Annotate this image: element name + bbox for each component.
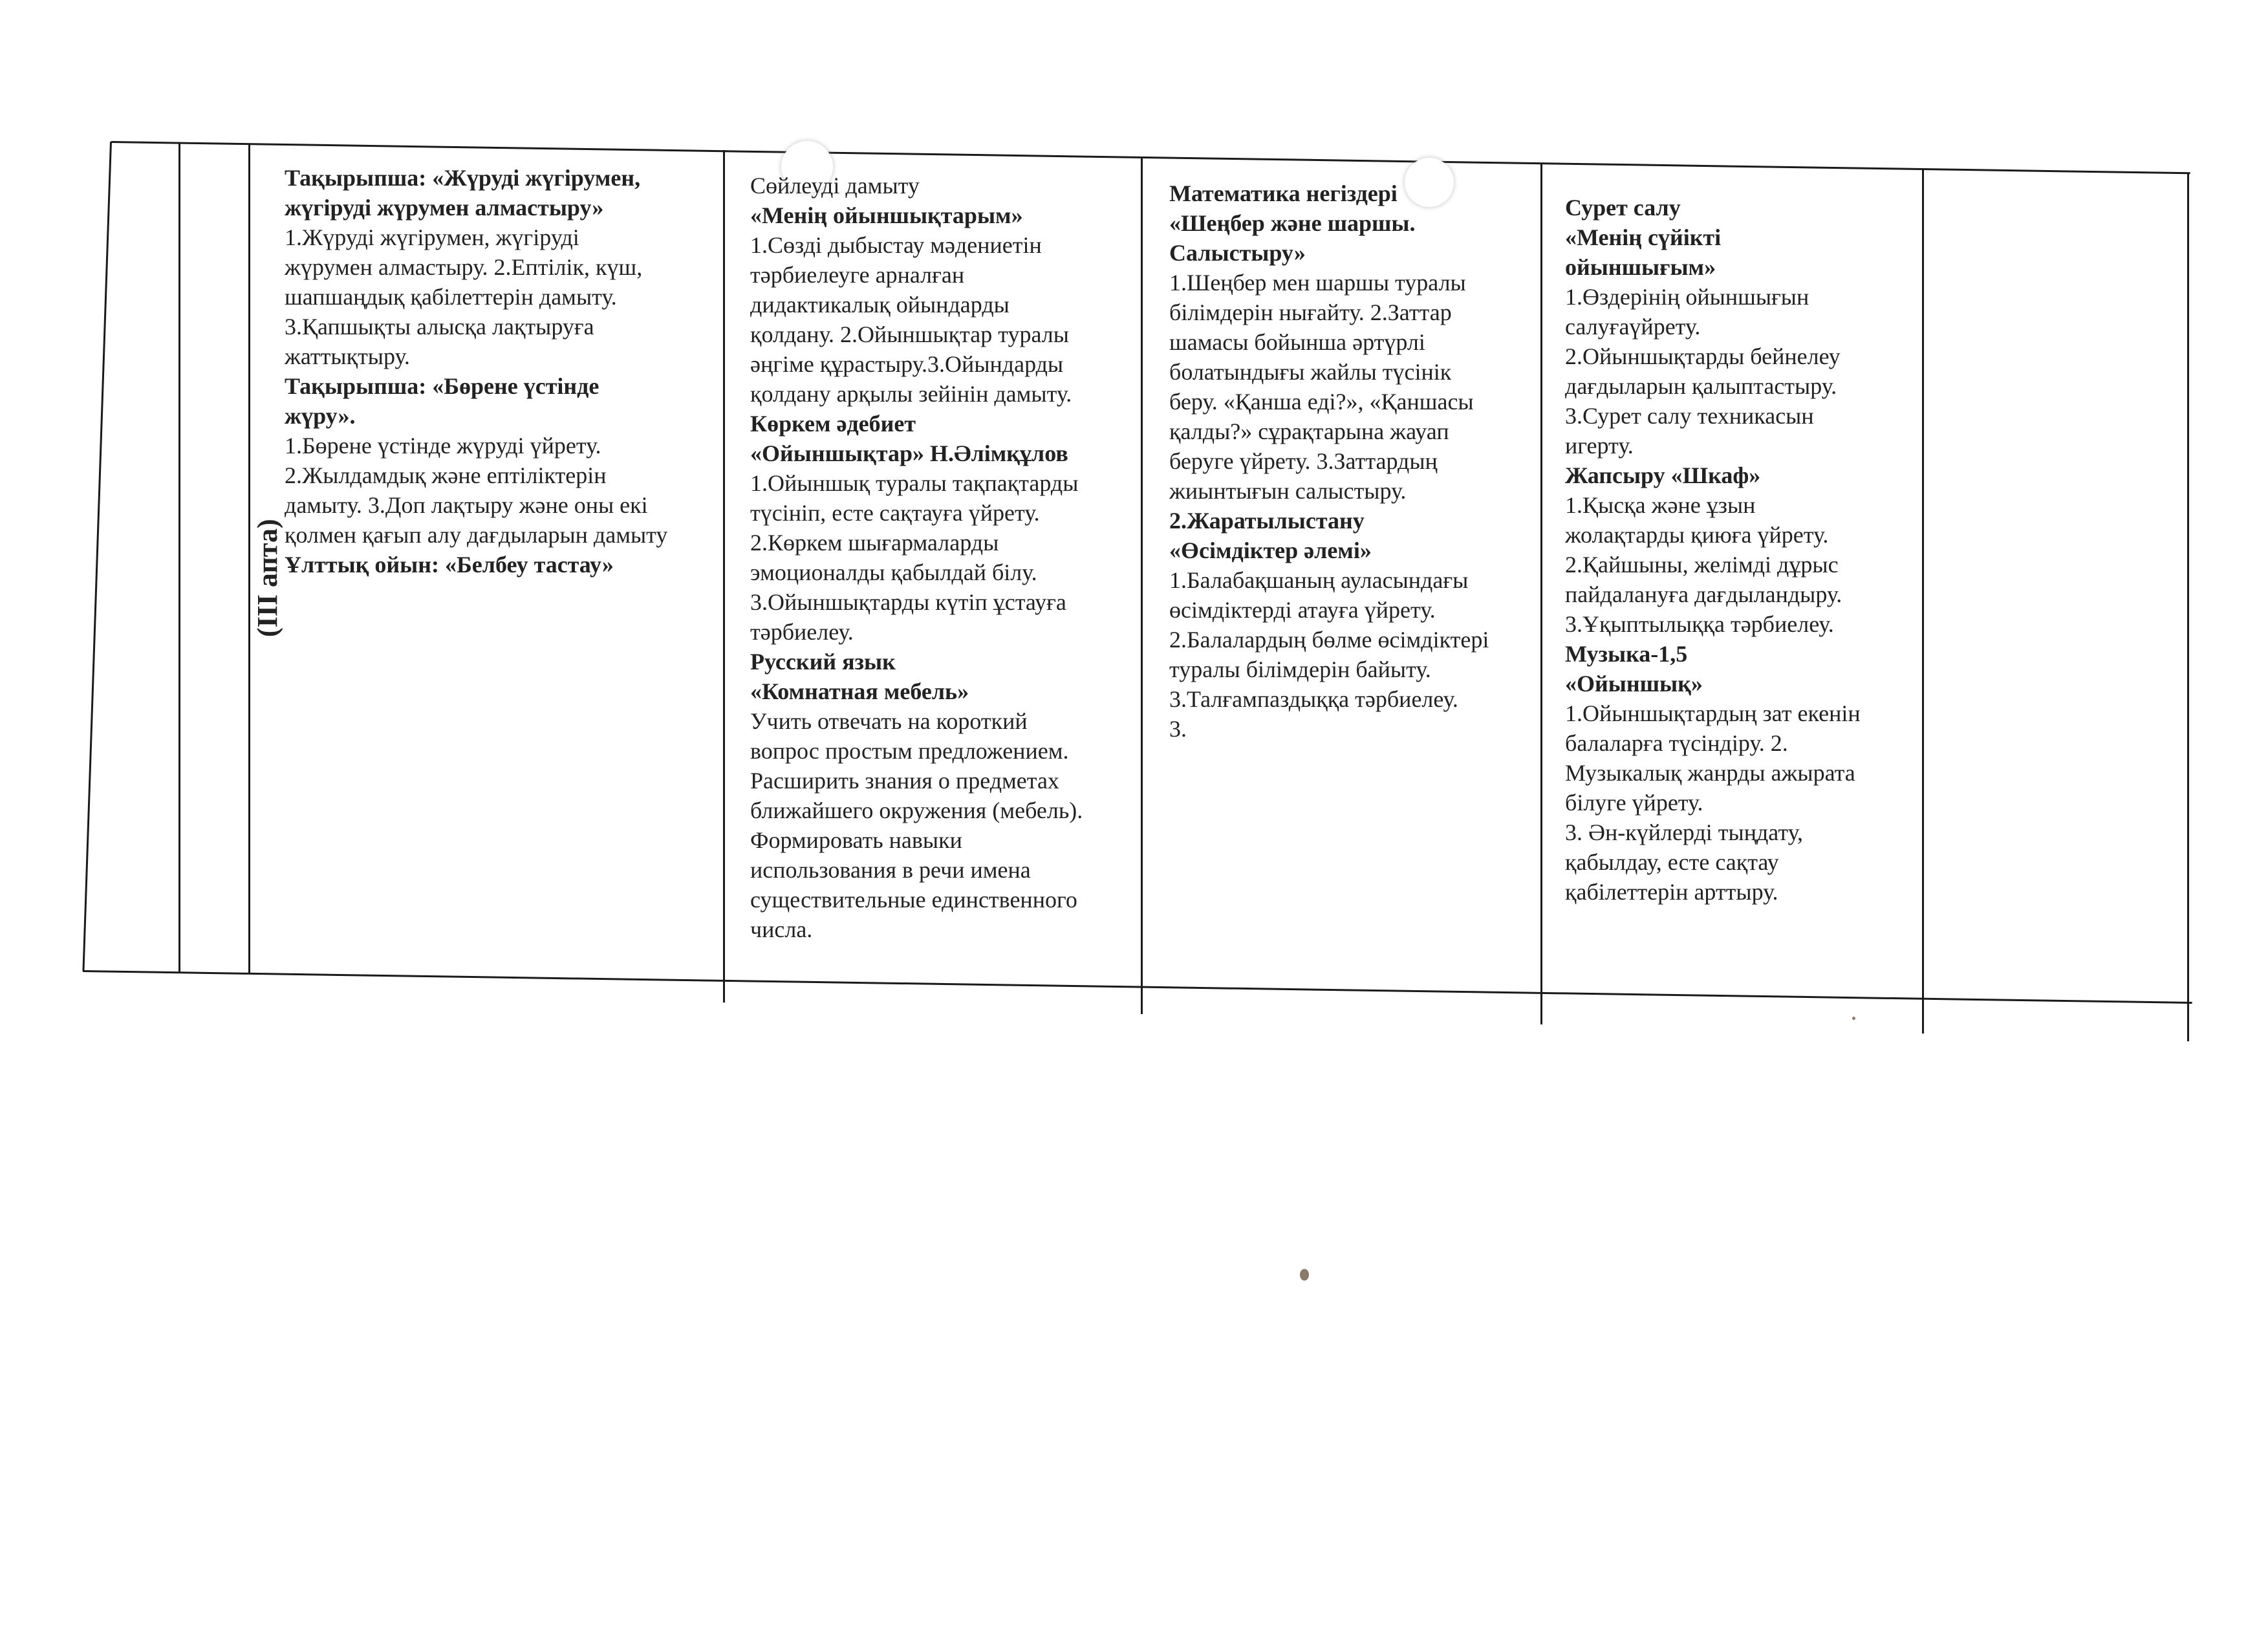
text-line: қабылдау, есте сақтау — [1565, 849, 1779, 875]
text-line: 1.Шеңбер мен шаршы туралы — [1169, 270, 1466, 296]
heading-line: Жапсыру «Шкаф» — [1565, 462, 1761, 488]
heading-line: жүру». — [285, 403, 356, 429]
column-divider-1 — [178, 143, 180, 972]
text-line: 3. Ән-күйлерді тыңдату, — [1565, 819, 1803, 845]
text-line: қолмен қағып алу дағдыларын дамыту — [285, 522, 668, 548]
text-line: вопрос простым предложением. — [750, 738, 1069, 764]
column-divider-2 — [248, 144, 250, 973]
heading-line: Ұлттық ойын: «Белбеу тастау» — [285, 552, 614, 578]
text-line: 1.Қысқа және ұзын — [1565, 492, 1756, 518]
table-border-right — [2187, 173, 2189, 1041]
heading-line: Математика негіздері — [1169, 180, 1398, 206]
text-line: шамасы бойынша әртүрлі — [1169, 329, 1425, 355]
text-line: дамыту. 3.Доп лақтыру және оны екі — [285, 492, 648, 518]
text-line: использования в речи имена — [750, 857, 1031, 883]
text-line: 2.Қайшыны, желімді дұрыс — [1565, 552, 1839, 578]
column-divider-4 — [1141, 158, 1143, 1014]
text-line: Музыкалық жанрды ажырата — [1565, 760, 1855, 786]
column-drawing-music — [1565, 193, 1927, 907]
text-line: 3. — [1169, 716, 1187, 742]
text-line: Расширить знания о предметах — [750, 768, 1059, 794]
text-line: өсімдіктерді атауға үйрету. — [1169, 597, 1436, 623]
heading-line: «Менің сүйікті — [1565, 224, 1722, 250]
text-line: білуге үйрету. — [1565, 790, 1703, 816]
heading-line: Көркем әдебиет — [750, 411, 916, 437]
text-line: числа. — [750, 916, 813, 942]
heading-line: Русский язык — [750, 649, 896, 675]
heading-line: Салыстыру» — [1169, 240, 1306, 266]
text-line: Учить отвечать на короткий — [750, 708, 1028, 734]
text-line: 1.Ойыншықтардың зат екенін — [1565, 700, 1861, 726]
heading-line: «Өсімдіктер әлемі» — [1169, 537, 1372, 563]
column-speech-development — [750, 171, 1138, 944]
text-line: болатындығы жайлы түсінік — [1169, 359, 1452, 385]
heading-line: Музыка-1,5 — [1565, 641, 1688, 667]
text-line: Сөйлеуді дамыту — [750, 173, 920, 199]
scan-speck — [1300, 1269, 1309, 1281]
text-line: беруге үйрету. 3.Заттардың — [1169, 448, 1438, 474]
text-line: түсініп, есте сақтауға үйрету. — [750, 500, 1040, 526]
text-line: пайдалануға дағдыландыру. — [1565, 581, 1842, 607]
heading-line: Тақырыпша: «Бөрене үстінде — [285, 373, 599, 399]
text-line: Формировать навыки — [750, 827, 962, 853]
text-line: жолақтарды қиюға үйрету. — [1565, 522, 1829, 548]
text-line: 1.Өздерінің ойыншығын — [1565, 284, 1809, 310]
text-line: жаттықтыру. — [285, 343, 410, 369]
text-line: 2.Көркем шығармаларды — [750, 530, 999, 556]
heading-line: Тақырыпша: «Жүруді жүгірумен, — [285, 165, 641, 191]
text-line: 3.Ұқыптылыққа тәрбиелеу. — [1565, 611, 1834, 637]
text-line: қолдану арқылы зейінін дамыту. — [750, 381, 1072, 407]
text-line: существительные единственного — [750, 887, 1077, 913]
heading-line: жүгіруді жүрумен алмастыру» — [285, 195, 604, 221]
text-line: дидактикалық ойындарды — [750, 292, 1010, 318]
text-line: 1.Сөзді дыбыстау мәдениетін — [750, 232, 1042, 258]
text-line: әңгіме құрастыру.3.Ойындарды — [750, 351, 1064, 377]
text-line: балаларға түсіндіру. 2. — [1565, 730, 1788, 756]
column-mathematics — [1169, 179, 1544, 744]
heading-line: «Менің ойыншықтарым» — [750, 202, 1023, 228]
text-line: эмоционалды қабылдай білу. — [750, 559, 1037, 585]
text-line: жиынтығын салыстыру. — [1169, 478, 1407, 504]
heading-line: «Шеңбер және шаршы. — [1169, 210, 1416, 236]
text-line: қабілеттерін арттыру. — [1565, 879, 1778, 905]
text-line: қолдану. 2.Ойыншықтар туралы — [750, 321, 1069, 347]
text-line: игерту. — [1565, 433, 1634, 459]
text-line: 2.Балалардың бөлме өсімдіктері — [1169, 627, 1489, 653]
week-label: (III апта) — [252, 519, 283, 637]
text-line: туралы білімдерін байыту. — [1169, 656, 1431, 682]
text-line: 1.Ойыншық туралы тақпақтарды — [750, 470, 1079, 496]
heading-line: «Ойыншық» — [1565, 671, 1703, 697]
text-line: 2.Ойыншықтарды бейнелеу — [1565, 343, 1841, 369]
scan-speck — [1852, 1017, 1855, 1020]
table-border-bottom — [83, 970, 2192, 1004]
text-line: қалды?» сұрақтарына жауап — [1169, 418, 1449, 444]
text-line: 3.Сурет салу техникасын — [1565, 403, 1814, 429]
text-line: 2.Жылдамдық және ептіліктерін — [285, 462, 607, 488]
heading-line: 2.Жаратылыстану — [1169, 508, 1365, 534]
text-line: тәрбиелеуге арналған — [750, 262, 965, 288]
text-line: шапшаңдық қабілеттерін дамыту. — [285, 284, 617, 310]
heading-line: «Ойыншықтар» Н.Әлімқұлов — [750, 440, 1068, 466]
text-line: 1.Балабақшаның ауласындағы — [1169, 567, 1469, 593]
text-line: 1.Бөрене үстінде жүруді үйрету. — [285, 433, 601, 459]
text-line: ближайшего окружения (мебель). — [750, 797, 1083, 823]
text-line: тәрбиелеу. — [750, 619, 854, 645]
column-physical-culture — [285, 163, 724, 579]
text-line: білімдерін нығайту. 2.Заттар — [1169, 299, 1452, 325]
text-line: беру. «Қанша еді?», «Қаншасы — [1169, 389, 1474, 415]
heading-line: Сурет салу — [1565, 195, 1681, 221]
text-line: салуғаүйрету. — [1565, 314, 1701, 340]
text-line: 3.Ойыншықтарды күтіп ұстауға — [750, 589, 1066, 615]
text-line: жүрумен алмастыру. 2.Ептілік, күш, — [285, 254, 643, 280]
table-border-left — [82, 142, 112, 971]
heading-line: «Комнатная мебель» — [750, 678, 969, 704]
text-line: 3.Талғампаздыққа тәрбиелеу. — [1169, 686, 1458, 712]
text-line: дағдыларын қалыптастыру. — [1565, 373, 1837, 399]
heading-line: ойыншығым» — [1565, 254, 1716, 280]
text-line: 1.Жүруді жүгірумен, жүгіруді — [285, 224, 579, 250]
text-line: 3.Қапшықты алысқа лақтыруға — [285, 314, 594, 340]
